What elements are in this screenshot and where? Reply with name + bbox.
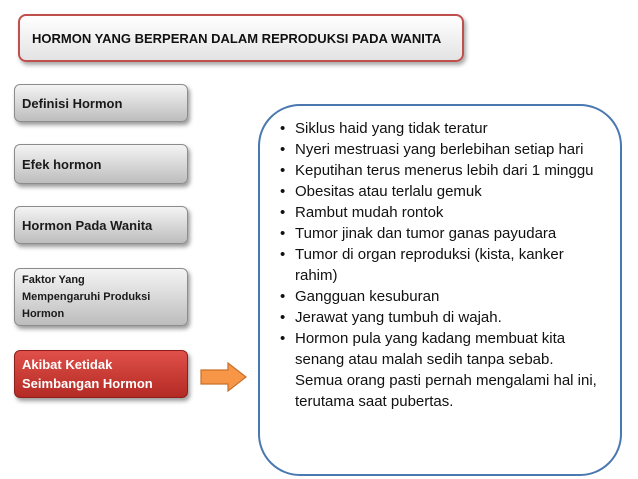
list-item: • Tumor jinak dan tumor ganas payudara [280, 223, 604, 244]
list-item: • Obesitas atau terlalu gemuk [280, 181, 604, 202]
list-item: • Tumor di organ reproduksi (kista, kanker rahim) [280, 244, 604, 286]
list-item: • Siklus haid yang tidak teratur [280, 118, 604, 139]
menu-item-label: Efek hormon [22, 156, 102, 172]
menu-item-efek-hormon[interactable] [14, 144, 188, 184]
right-arrow-icon [200, 362, 248, 392]
menu-item-label: Definisi Hormon [22, 95, 123, 111]
menu-item-label: Faktor Yang Mempengaruhi Produksi Hormon [22, 273, 151, 320]
page-title: HORMON YANG BERPERAN DALAM REPRODUKSI PADA WANITA [18, 14, 464, 62]
list-item: • Keputihan terus menerus lebih dari 1 minggu [280, 160, 604, 181]
menu-item-definisi-hormon[interactable] [14, 84, 188, 122]
menu-item-label: Hormon Pada Wanita [22, 217, 153, 233]
menu-item-hormon-pada-wanita[interactable] [14, 206, 188, 244]
list-item: • Rambut mudah rontok [280, 202, 604, 223]
list-item: • Hormon pula yang kadang membuat kita senang atau malah sedih tanpa sebab. Semua orang pasti pernah mengalami hal ini, terutama saat pubertas. [280, 328, 604, 412]
list-item: • Nyeri mestruasi yang berlebihan setiap hari [280, 139, 604, 160]
menu-item-faktor-produksi-hormon[interactable] [14, 268, 188, 326]
list-item: • Gangguan kesuburan [280, 286, 604, 307]
list-item: • Jerawat yang tumbuh di wajah. [280, 307, 604, 328]
menu-item-akibat-ketidakseimbangan-hormon[interactable] [14, 350, 188, 398]
effects-panel [258, 104, 622, 476]
menu-item-label: Akibat Ketidak Seimbangan Hormon [22, 357, 153, 391]
effects-list [280, 118, 604, 412]
